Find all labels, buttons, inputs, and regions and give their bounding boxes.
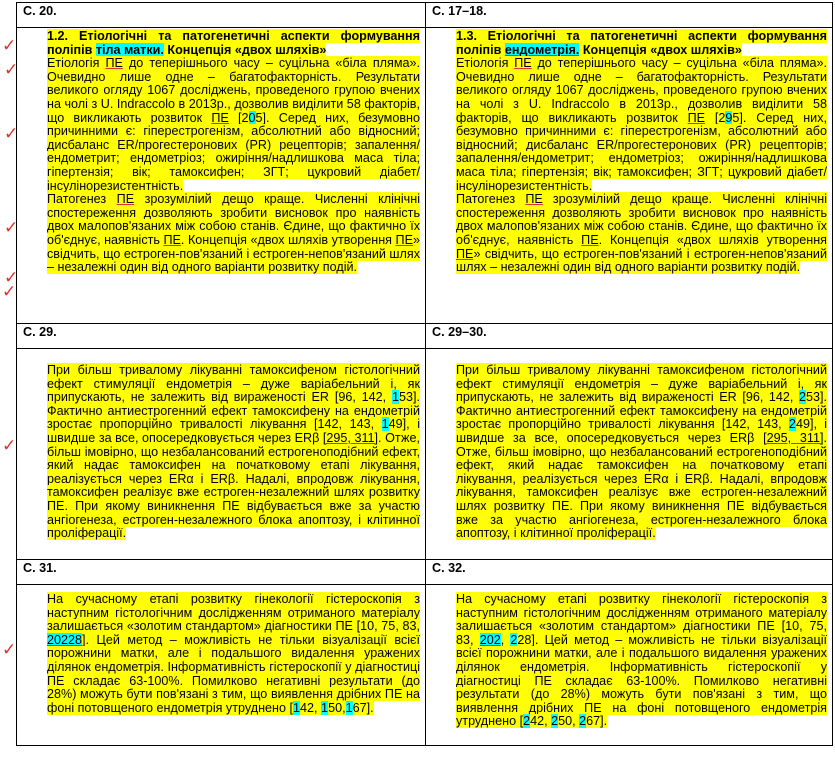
right-page-ref: С. 29–30. (426, 324, 833, 349)
right-cell (426, 585, 833, 746)
check-mark-icon: ✓ (2, 36, 17, 56)
right-page-ref: С. 32. (426, 560, 833, 585)
check-mark-icon: ✓ (4, 218, 19, 238)
right-cell (426, 349, 833, 560)
table-row (17, 560, 833, 585)
check-mark-icon: ✓ (2, 282, 17, 302)
table-row (17, 349, 833, 560)
check-mark-icon: ✓ (2, 436, 17, 456)
section-title: 1.2. Етіологічні та патогенетичні аспекти формування поліпів тіла матки. Концепція «двох шляхів» (47, 29, 420, 57)
table-row (17, 3, 833, 28)
comparison-table (16, 2, 833, 746)
left-page-ref: С. 20. (17, 3, 426, 28)
table-row (17, 585, 833, 746)
left-page-ref: С. 29. (17, 324, 426, 349)
left-page-ref: С. 31. (17, 560, 426, 585)
right-page-ref: С. 17–18. (426, 3, 833, 28)
right-cell (426, 28, 833, 324)
left-cell (17, 28, 426, 324)
paragraph: На сучасному етапі розвитку гінекології гістероскопія з наступним гістологічним дослідженням отриманого матеріалу залишається «золотим стандартом» діагностики ПЕ [10, 75, 83, 20228]. Цей метод – можливість не тільки візуалізації всієї порожнини матки, але і подальшого видалення уражених ділянок ендометрія. Інформативність гістероскопії у діагностиці ПЕ складає 63-100%. Помилково негативні результати (до 28%) можуть бути пов'язані з тим, що виявлення дрібних ПЕ на фоні потовщеного ендометрія утруднено [142, 150,167]. (47, 592, 420, 715)
paragraph: Етіологія ПЕ до теперішнього часу – суцільна «біла пляма». Очевидно лише одне – багатофакторність. Результати великого огляду 1067 досліджень, проведеного групою вчених на чолі з U. Indraccolo в 2013р., дозволив виділити 58 факторів, що викликають розвиток ПЕ [205]. Серед них, безумовно причинними є: гіперестрогенізм, абсолютний або відносний; дисбаланс ER/прогестеронових (PR) рецепторів; запалення/ендометрит; ендометріоз; ожиріння/надлишкова маса тіла; гіпертензія; вік; тамоксифен; ЗГТ; цукровий діабет/інсулінорезистентність. (47, 56, 420, 193)
section-title: 1.3. Етіологічні та патогенетичні аспекти формування поліпів ендометрія. Концепція «двох шляхів» (456, 29, 827, 57)
left-cell (17, 349, 426, 560)
paragraph: Патогенез ПЕ зрозуміліий дещо краще. Численні клінічні спостереження дозволяють зробити висновок про наявність двох малопов'язаних між собою станів. Єдине, що фактично їх об'єднує, наявність ПЕ. Концепція «двох шляхів утворення ПЕ» свідчить, що естроген-пов'язаний і естроген-непов'язаний шлях – незалежні один від одного варіанти розвитку подій. (47, 192, 420, 275)
paragraph: На сучасному етапі розвитку гінекології гістероскопія з наступним гістологічним дослідженням отриманого матеріалу залишається «золотим стандартом» діагностики ПЕ [10, 75, 83, 202, 228]. Цей метод – можливість не тільки візуалізації всієї порожнини матки, але і подальшого видалення уражених ділянок ендометрія. Інформативність гістероскопії у діагностиці ПЕ складає 63-100%. Помилково негативні результати (до 28%) можуть бути пов'язані з тим, що виявлення дрібних ПЕ на фоні потовщеного ендометрія утруднено [242, 250, 267]. (456, 592, 828, 729)
check-mark-icon: ✓ (2, 640, 17, 660)
paragraph: Патогенез ПЕ зрозуміліий дещо краще. Численні клінічні спостереження дозволяють зробити висновок про наявність двох малопов'язаних між собою станів. Єдине, що фактично їх об'єднує, наявність ПЕ. Концепція «двох шляхів утворення ПЕ» свідчить, що естроген-пов'язаний і естроген-непов'язаний шлях – незалежні один від одного варіанти розвитку подій. (456, 192, 827, 275)
paragraph: При більш тривалому лікуванні тамоксифеном гістологічний ефект стимуляції ендометрія – дуже варіабельний і, як припускають, не залежить від вираженості ER [96, 142, 153]. Фактично антиестрогенний ефект тамоксифену на ендометрій зростає пропорційно тривалості лікування [142, 143, 149], і швидше за все, опосередковується через ERβ [295, 311]. Отже, більш імовірно, що незбалансований естрогеноподібний ефект, який надає тамоксифен на початковому етапі лікування, реалізується через ERα і ERβ. Надалі, впродовж лікування, тамоксифен реалізує вже естроген-незалежний шлях розвитку ПЕ. При якому виникнення ПЕ відбувається вже за участю ангіогенеза, естроген-незалежного блока апоптозу, і клітинної проліферації. (47, 363, 420, 541)
left-cell (17, 585, 426, 746)
table-row (17, 324, 833, 349)
check-mark-icon: ✓ (4, 124, 19, 144)
paragraph: Етіологія ПЕ до теперішнього часу – суцільна «біла пляма». Очевидно лише одне – багатофакторність. Результати великого огляду 1067 досліджень, проведеного групою вчених на чолі з U. Indraccolo в 2013р., дозволив виділити 58 факторів, що викликають розвиток ПЕ [295]. Серед них, безумовно причинними є: гіперестрогенізм, абсолютний або відносний; дисбаланс ER/прогестеронових (PR) рецепторів; запалення/ендометрит; ендометріоз; ожиріння/надлишкова маса тіла; гіпертензія; вік; тамоксифен; ЗГТ; цукровий діабет/інсулінорезистентність. (456, 56, 827, 193)
table-row (17, 28, 833, 324)
check-mark-icon: ✓ (4, 60, 19, 80)
paragraph: При більш тривалому лікуванні тамоксифеном гістологічний ефект стимуляції ендометрія – дуже варіабельний і, як припускають, не залежить від вираженості ER [96, 142, 253]. Фактично антиестрогенний ефект тамоксифену на ендометрій зростає пропорційно тривалості лікування [142, 143, 249], і швидше за все, опосередковується через ERβ [295, 311]. Отже, більш імовірно, що незбалансований естрогеноподібний ефект, який надає тамоксифен на початковому етапі лікування, реалізується через ERα і ERβ. Надалі, впродовж лікування, тамоксифен реалізує вже естроген-незалежний шлях розвитку ПЕ. При якому виникнення ПЕ відбувається вже за участю ангіогенеза, естроген-незалежного блока апоптозу, і клітинної проліферації. (456, 363, 827, 541)
check-mark-icon: ✓ (4, 268, 19, 288)
